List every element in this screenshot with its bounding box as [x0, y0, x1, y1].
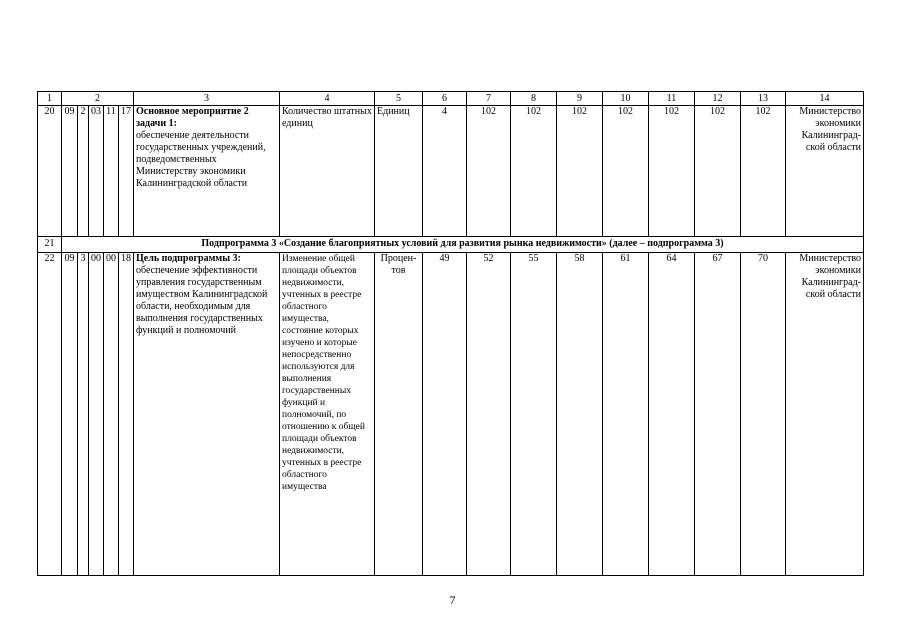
row-number: 20: [38, 106, 62, 237]
goal-name-cell: [134, 253, 280, 576]
header-cell: 5: [375, 92, 423, 106]
header-cell: 4: [280, 92, 375, 106]
value-cell: 102: [741, 106, 786, 237]
table-row: [38, 253, 864, 576]
table-row: [38, 237, 864, 253]
value-cell: 70: [741, 253, 786, 576]
value-cell: 64: [649, 253, 695, 576]
header-cell: 2: [62, 92, 134, 106]
value-cell: 55: [511, 253, 557, 576]
header-cell: 13: [741, 92, 786, 106]
header-cell: 6: [423, 92, 467, 106]
value-cell: 102: [467, 106, 511, 237]
measure-name-cell: [134, 106, 280, 237]
header-cell: 11: [649, 92, 695, 106]
value-cell: 52: [467, 253, 511, 576]
header-cell: 3: [134, 92, 280, 106]
goal-description: обеспечение эффективности управления государственным имуществом Калининградской области, необходимым для выполнения государственных функций и полномочий: [136, 265, 268, 336]
code-cell: 03: [89, 106, 104, 237]
header-row: [38, 92, 864, 106]
header-cell: 7: [467, 92, 511, 106]
row-number: 22: [38, 253, 62, 576]
code-cell: 18: [119, 253, 134, 576]
header-cell: 12: [695, 92, 741, 106]
responsible-cell: Министерство экономики Калининград-ской области: [786, 106, 864, 237]
code-cell: 09: [62, 253, 78, 576]
indicators-table: [37, 91, 864, 576]
value-cell: 58: [557, 253, 603, 576]
header-cell: 8: [511, 92, 557, 106]
header-cell: 14: [786, 92, 864, 106]
value-cell: 102: [695, 106, 741, 237]
value-cell: 102: [649, 106, 695, 237]
value-cell: 102: [557, 106, 603, 237]
measure-description: обеспечение деятельности государственных учреждений, подведомственных Министерству экономики Калининградской области: [136, 130, 266, 189]
value-cell: 4: [423, 106, 467, 237]
responsible-cell: Министерство экономики Калининград-ской области: [786, 253, 864, 576]
subprogram-title: Подпрограмма 3 «Создание благоприятных условий для развития рынка недвижимости» (далее – подпрограмма 3): [62, 237, 864, 253]
header-cell: 9: [557, 92, 603, 106]
goal-title: Цель подпрограммы 3:: [136, 253, 241, 264]
unit-cell: Единиц: [375, 106, 423, 237]
table-row: [38, 106, 864, 237]
header-cell: 10: [603, 92, 649, 106]
code-cell: 11: [104, 106, 119, 237]
header-cell: 1: [38, 92, 62, 106]
unit-cell: Процен-тов: [375, 253, 423, 576]
code-cell: 00: [104, 253, 119, 576]
measure-title: Основное мероприятие 2 задачи 1:: [136, 106, 249, 129]
code-cell: 3: [78, 253, 89, 576]
indicator-cell: Количество штатных единиц: [280, 106, 375, 237]
value-cell: 102: [511, 106, 557, 237]
indicator-cell: Изменение общей площади объектов недвижимости, учтенных в реестре областного имущества, состояние которых изучено и которые непосредственно используются для выполнения государственных функций и полномочий, по отношению к общей площади объектов недвижимости, учтенных в реестре областного имущества: [280, 253, 375, 576]
value-cell: 67: [695, 253, 741, 576]
code-cell: 2: [78, 106, 89, 237]
code-cell: 00: [89, 253, 104, 576]
value-cell: 49: [423, 253, 467, 576]
value-cell: 102: [603, 106, 649, 237]
code-cell: 09: [62, 106, 78, 237]
code-cell: 17: [119, 106, 134, 237]
page-number: 7: [449, 593, 456, 607]
row-number: 21: [38, 237, 62, 253]
value-cell: 61: [603, 253, 649, 576]
